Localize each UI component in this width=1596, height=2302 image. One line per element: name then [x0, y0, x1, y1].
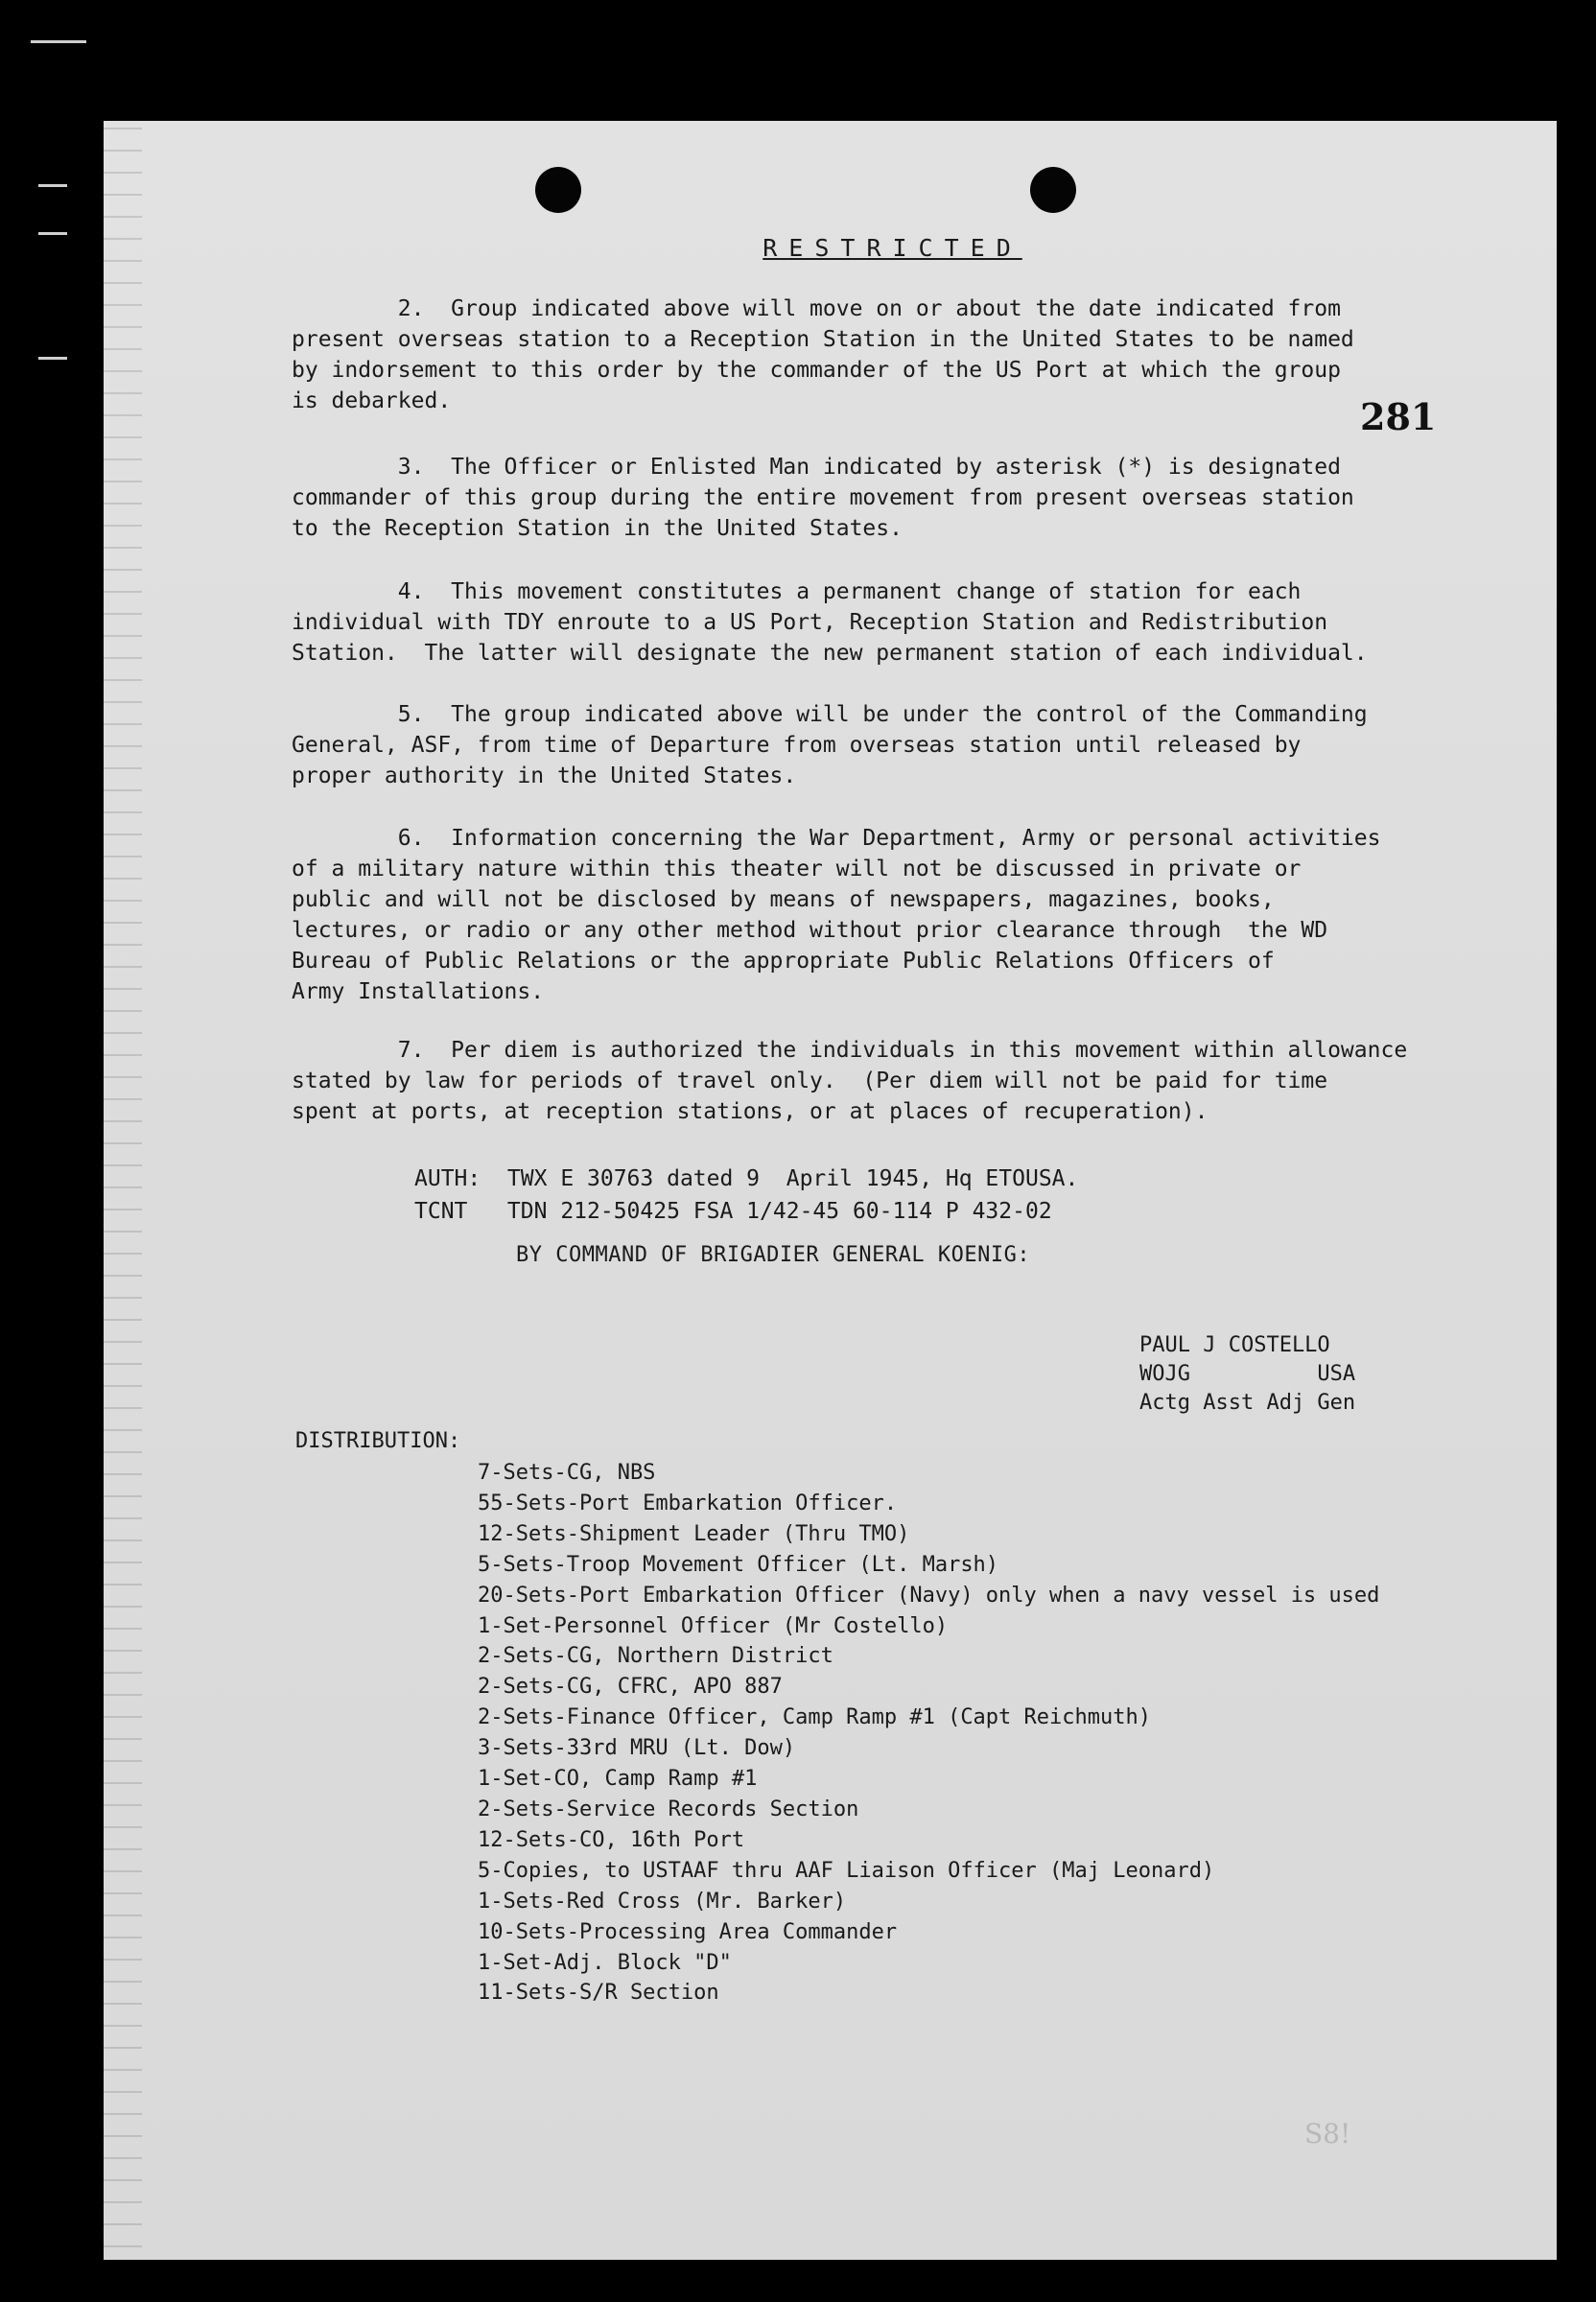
- list-item: 1-Set-Personnel Officer (Mr Costello): [478, 1613, 949, 1638]
- list-item: 12-Sets-Shipment Leader (Thru TMO): [478, 1521, 910, 1546]
- list-item: 1-Sets-Red Cross (Mr. Barker): [478, 1889, 847, 1914]
- list-item: 5-Copies, to USTAAF thru AAF Liaison Officer (Maj Leonard): [478, 1858, 1215, 1883]
- paragraph-5: 5. The group indicated above will be under the control of the Commanding General, ASF, from time of Departure from overseas station until released by proper authority in the United States.: [292, 702, 1368, 788]
- paragraph-6: 6. Information concerning the War Department, Army or personal activities of a military nature within this theater will not be discussed in private or public and will not be disclosed by means of newspapers, magazines, books, lectures, or radio or any other method without prior clearance through the WD Bureau of Public Relations or the appropriate Public Relations Officers of Army Installations.: [292, 826, 1381, 1004]
- list-item: 12-Sets-CO, 16th Port: [478, 1827, 745, 1852]
- list-item: 7-Sets-CG, NBS: [478, 1461, 656, 1485]
- scan-edge-marks: [0, 0, 106, 2302]
- punch-hole-left: [535, 167, 581, 213]
- auth-line: AUTH: TWX E 30763 dated 9 April 1945, Hq ETOUSA.: [414, 1166, 1079, 1191]
- list-item: 2-Sets-Finance Officer, Camp Ramp #1 (Capt Reichmuth): [478, 1705, 1151, 1730]
- list-item: 2-Sets-CG, Northern District: [478, 1644, 833, 1669]
- list-item: 3-Sets-33rd MRU (Lt. Dow): [478, 1736, 796, 1761]
- paragraph-7: 7. Per diem is authorized the individuals in this movement within allowance stated by law for periods of travel only. (Per diem will not be paid for time spent at ports, at reception stations, or at places of recuperation).: [292, 1038, 1408, 1124]
- list-item: 55-Sets-Port Embarkation Officer.: [478, 1491, 898, 1515]
- signer-title: Actg Asst Adj Gen: [1139, 1391, 1356, 1415]
- by-command-line: BY COMMAND OF BRIGADIER GENERAL KOENIG:: [516, 1243, 1031, 1267]
- signature-block: [1139, 1331, 1355, 1418]
- scan-mark: [38, 184, 67, 187]
- page-number: 281: [1360, 395, 1437, 438]
- distribution-title: DISTRIBUTION:: [295, 1429, 461, 1453]
- faded-stamp: S8!: [1304, 2118, 1351, 2149]
- tcnt-line: TCNT TDN 212-50425 FSA 1/42-45 60-114 P 432-02: [414, 1199, 1052, 1224]
- list-item: 5-Sets-Troop Movement Officer (Lt. Marsh): [478, 1552, 999, 1577]
- paragraph-4: 4. This movement constitutes a permanent change of station for each individual with TDY enroute to a US Port, Reception Station and Redistribution Station. The latter will designate the new permanent station of each individual.: [292, 579, 1368, 666]
- list-item: 1-Set-CO, Camp Ramp #1: [478, 1767, 758, 1792]
- scan-mark: [38, 232, 67, 235]
- document-page: [104, 121, 1557, 2260]
- list-item: 1-Set-Adj. Block "D": [478, 1950, 732, 1975]
- paragraph-3: 3. The Officer or Enlisted Man indicated by asterisk (*) is designated commander of this group during the entire movement from present overseas station to the Reception Station in the United States.: [292, 455, 1354, 541]
- list-item: 2-Sets-CG, CFRC, APO 887: [478, 1675, 783, 1700]
- signer-name: PAUL J COSTELLO: [1139, 1333, 1330, 1357]
- list-item: 2-Sets-Service Records Section: [478, 1797, 859, 1821]
- punch-hole-right: [1030, 167, 1076, 213]
- distribution-list: [478, 1458, 1379, 2008]
- classification-header: RESTRICTED: [763, 234, 1022, 262]
- list-item: 20-Sets-Port Embarkation Officer (Navy) only when a navy vessel is used: [478, 1583, 1380, 1608]
- list-item: 10-Sets-Processing Area Commander: [478, 1919, 898, 1944]
- signer-rank: WOJG USA: [1139, 1362, 1356, 1386]
- scan-mark: [31, 40, 86, 43]
- list-item: 11-Sets-S/R Section: [478, 1981, 719, 2006]
- scan-mark: [38, 357, 67, 360]
- paragraph-2: 2. Group indicated above will move on or about the date indicated from present overseas station to a Reception Station in the United States to be named by indorsement to this order by the commander of the US Port at which the group is debarked.: [292, 296, 1354, 413]
- authority-block: [414, 1163, 1078, 1228]
